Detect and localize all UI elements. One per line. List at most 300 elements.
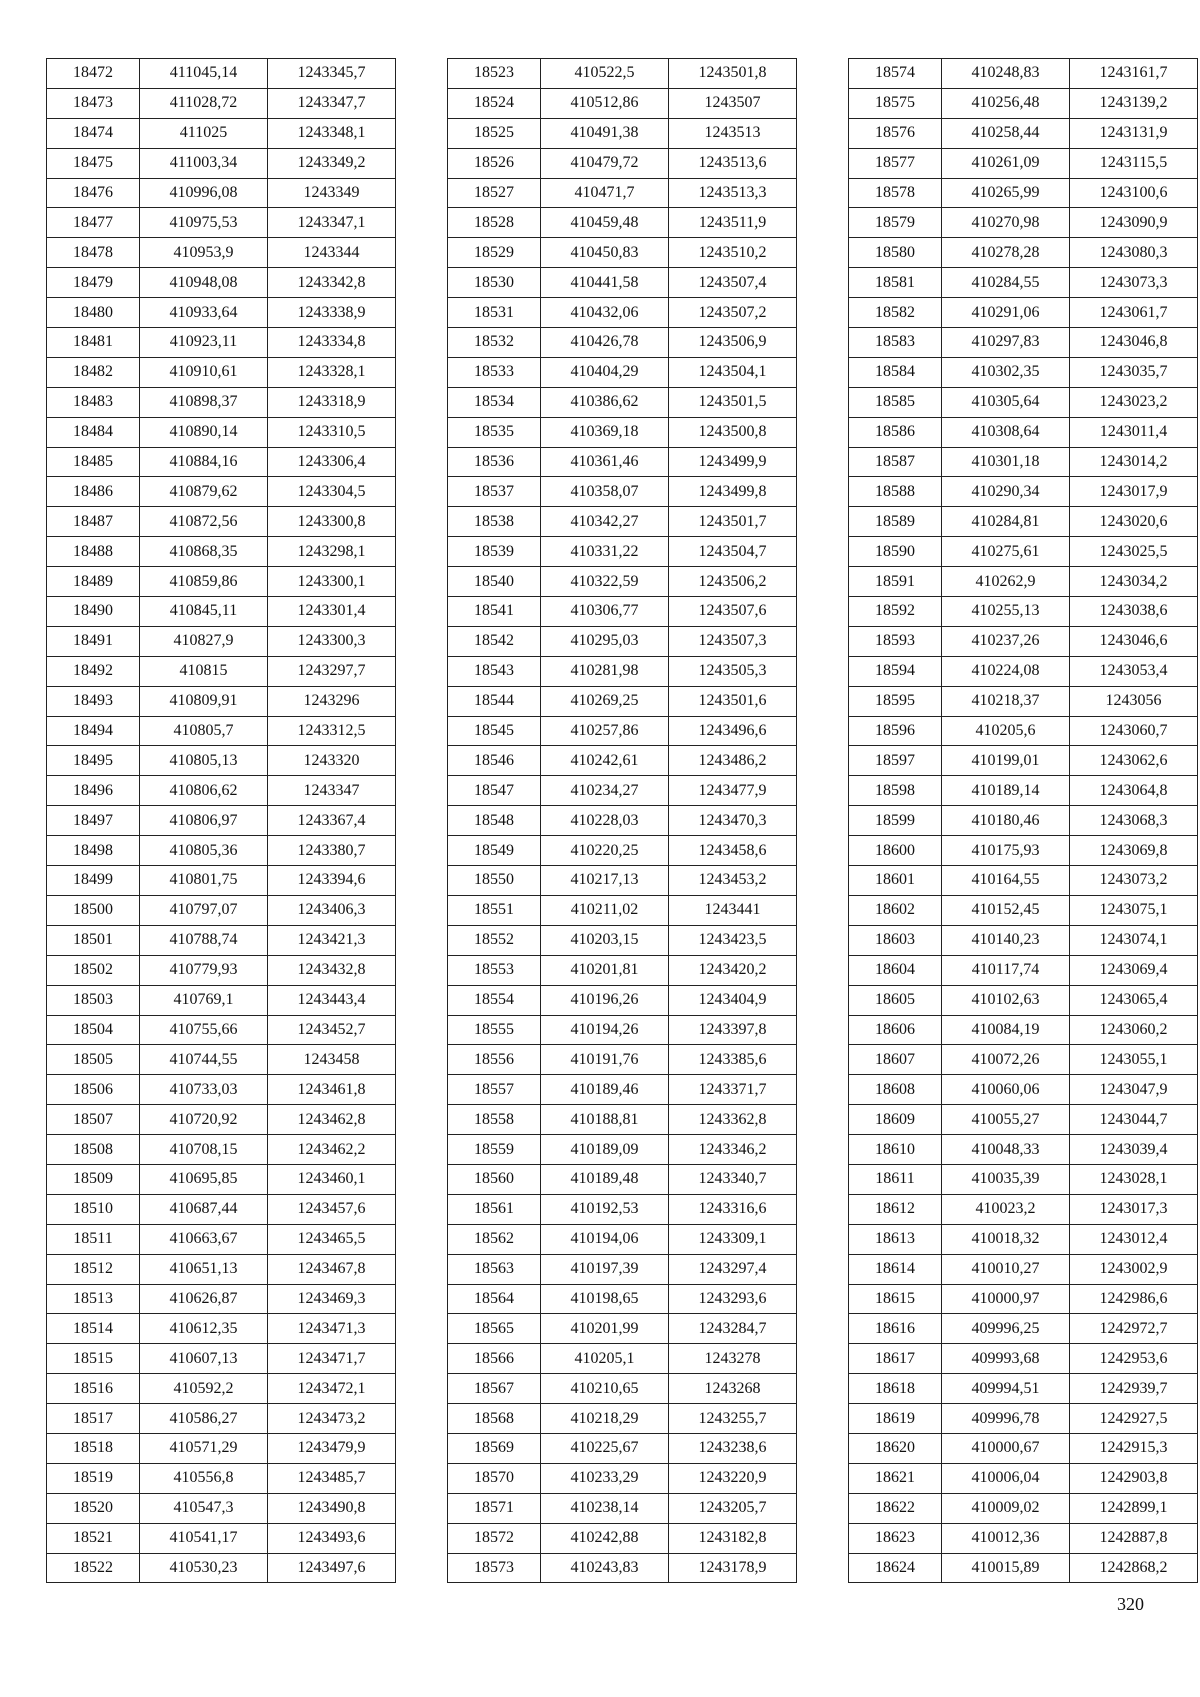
x-coordinate-cell: 410220,25 bbox=[541, 836, 669, 866]
y-coordinate-cell: 1243453,2 bbox=[669, 866, 797, 896]
point-number-cell: 18578 bbox=[849, 178, 942, 208]
point-number-cell: 18547 bbox=[448, 776, 541, 806]
y-coordinate-cell: 1243014,2 bbox=[1070, 447, 1198, 477]
table-row bbox=[448, 268, 797, 298]
table-row bbox=[849, 955, 1198, 985]
table-row bbox=[47, 357, 396, 387]
table-row bbox=[47, 1075, 396, 1105]
point-number-cell: 18495 bbox=[47, 746, 140, 776]
table-row bbox=[47, 88, 396, 118]
x-coordinate-cell: 410055,27 bbox=[942, 1105, 1070, 1135]
y-coordinate-cell: 1243100,6 bbox=[1070, 178, 1198, 208]
x-coordinate-cell: 409996,78 bbox=[942, 1404, 1070, 1434]
y-coordinate-cell: 1243309,1 bbox=[669, 1224, 797, 1254]
coordinates-table-1 bbox=[46, 58, 396, 1583]
x-coordinate-cell: 410953,9 bbox=[140, 238, 268, 268]
y-coordinate-cell: 1243513,3 bbox=[669, 178, 797, 208]
x-coordinate-cell: 410386,62 bbox=[541, 387, 669, 417]
y-coordinate-cell: 1243304,5 bbox=[268, 477, 396, 507]
y-coordinate-cell: 1243493,6 bbox=[268, 1523, 396, 1553]
table-row bbox=[47, 746, 396, 776]
table-row bbox=[849, 88, 1198, 118]
point-number-cell: 18542 bbox=[448, 626, 541, 656]
table-row bbox=[448, 537, 797, 567]
point-number-cell: 18623 bbox=[849, 1523, 942, 1553]
table-row bbox=[47, 507, 396, 537]
table-row bbox=[448, 1045, 797, 1075]
point-number-cell: 18553 bbox=[448, 955, 541, 985]
point-number-cell: 18583 bbox=[849, 328, 942, 358]
table-row bbox=[849, 1194, 1198, 1224]
table-row bbox=[47, 208, 396, 238]
point-number-cell: 18603 bbox=[849, 925, 942, 955]
point-number-cell: 18485 bbox=[47, 447, 140, 477]
page-number: 320 bbox=[1117, 1594, 1144, 1614]
y-coordinate-cell: 1243034,2 bbox=[1070, 567, 1198, 597]
y-coordinate-cell: 1243486,2 bbox=[669, 746, 797, 776]
table-row bbox=[448, 1523, 797, 1553]
x-coordinate-cell: 410302,35 bbox=[942, 357, 1070, 387]
x-coordinate-cell: 410140,23 bbox=[942, 925, 1070, 955]
y-coordinate-cell: 1243342,8 bbox=[268, 268, 396, 298]
point-number-cell: 18510 bbox=[47, 1194, 140, 1224]
y-coordinate-cell: 1243423,5 bbox=[669, 925, 797, 955]
y-coordinate-cell: 1243501,6 bbox=[669, 686, 797, 716]
x-coordinate-cell: 410788,74 bbox=[140, 925, 268, 955]
point-number-cell: 18563 bbox=[448, 1254, 541, 1284]
table-row bbox=[448, 1374, 797, 1404]
table-row bbox=[849, 746, 1198, 776]
point-number-cell: 18587 bbox=[849, 447, 942, 477]
point-number-cell: 18489 bbox=[47, 567, 140, 597]
y-coordinate-cell: 1243506,9 bbox=[669, 328, 797, 358]
table-row bbox=[47, 985, 396, 1015]
y-coordinate-cell: 1243205,7 bbox=[669, 1493, 797, 1523]
table-row bbox=[849, 1254, 1198, 1284]
y-coordinate-cell: 1243316,6 bbox=[669, 1194, 797, 1224]
y-coordinate-cell: 1243404,9 bbox=[669, 985, 797, 1015]
y-coordinate-cell: 1242899,1 bbox=[1070, 1493, 1198, 1523]
x-coordinate-cell: 410257,86 bbox=[541, 716, 669, 746]
x-coordinate-cell: 410205,6 bbox=[942, 716, 1070, 746]
x-coordinate-cell: 410000,97 bbox=[942, 1284, 1070, 1314]
table-row bbox=[47, 537, 396, 567]
x-coordinate-cell: 410237,26 bbox=[942, 626, 1070, 656]
point-number-cell: 18497 bbox=[47, 806, 140, 836]
y-coordinate-cell: 1243421,3 bbox=[268, 925, 396, 955]
point-number-cell: 18613 bbox=[849, 1224, 942, 1254]
y-coordinate-cell: 1243507,3 bbox=[669, 626, 797, 656]
x-coordinate-cell: 410687,44 bbox=[140, 1194, 268, 1224]
point-number-cell: 18520 bbox=[47, 1493, 140, 1523]
y-coordinate-cell: 1243278 bbox=[669, 1344, 797, 1374]
point-number-cell: 18484 bbox=[47, 417, 140, 447]
table-row bbox=[849, 1463, 1198, 1493]
x-coordinate-cell: 409994,51 bbox=[942, 1374, 1070, 1404]
table-row bbox=[849, 1404, 1198, 1434]
y-coordinate-cell: 1243310,5 bbox=[268, 417, 396, 447]
x-coordinate-cell: 410301,18 bbox=[942, 447, 1070, 477]
point-number-cell: 18601 bbox=[849, 866, 942, 896]
x-coordinate-cell: 410305,64 bbox=[942, 387, 1070, 417]
x-coordinate-cell: 410806,97 bbox=[140, 806, 268, 836]
y-coordinate-cell: 1243047,9 bbox=[1070, 1075, 1198, 1105]
point-number-cell: 18560 bbox=[448, 1164, 541, 1194]
y-coordinate-cell: 1243069,8 bbox=[1070, 836, 1198, 866]
x-coordinate-cell: 410255,13 bbox=[942, 597, 1070, 627]
point-number-cell: 18615 bbox=[849, 1284, 942, 1314]
table-row bbox=[47, 447, 396, 477]
x-coordinate-cell: 410265,99 bbox=[942, 178, 1070, 208]
point-number-cell: 18604 bbox=[849, 955, 942, 985]
y-coordinate-cell: 1243038,6 bbox=[1070, 597, 1198, 627]
y-coordinate-cell: 1243500,8 bbox=[669, 417, 797, 447]
point-number-cell: 18481 bbox=[47, 328, 140, 358]
x-coordinate-cell: 410806,62 bbox=[140, 776, 268, 806]
point-number-cell: 18509 bbox=[47, 1164, 140, 1194]
x-coordinate-cell: 410779,93 bbox=[140, 955, 268, 985]
y-coordinate-cell: 1242903,8 bbox=[1070, 1463, 1198, 1493]
x-coordinate-cell: 410256,48 bbox=[942, 88, 1070, 118]
y-coordinate-cell: 1243056 bbox=[1070, 686, 1198, 716]
x-coordinate-cell: 410996,08 bbox=[140, 178, 268, 208]
y-coordinate-cell: 1243458,6 bbox=[669, 836, 797, 866]
y-coordinate-cell: 1243501,8 bbox=[669, 59, 797, 89]
y-coordinate-cell: 1243485,7 bbox=[268, 1463, 396, 1493]
x-coordinate-cell: 411028,72 bbox=[140, 88, 268, 118]
y-coordinate-cell: 1243297,4 bbox=[669, 1254, 797, 1284]
x-coordinate-cell: 410238,14 bbox=[541, 1493, 669, 1523]
x-coordinate-cell: 411003,34 bbox=[140, 148, 268, 178]
point-number-cell: 18535 bbox=[448, 417, 541, 447]
table-row bbox=[448, 178, 797, 208]
table-row bbox=[448, 656, 797, 686]
y-coordinate-cell: 1243479,9 bbox=[268, 1433, 396, 1463]
table-row bbox=[448, 1463, 797, 1493]
point-number-cell: 18592 bbox=[849, 597, 942, 627]
table-row bbox=[849, 626, 1198, 656]
y-coordinate-cell: 1243499,8 bbox=[669, 477, 797, 507]
table-row bbox=[47, 268, 396, 298]
x-coordinate-cell: 410261,09 bbox=[942, 148, 1070, 178]
table-row bbox=[47, 567, 396, 597]
y-coordinate-cell: 1243115,5 bbox=[1070, 148, 1198, 178]
y-coordinate-cell: 1243044,7 bbox=[1070, 1105, 1198, 1135]
point-number-cell: 18572 bbox=[448, 1523, 541, 1553]
table-row bbox=[849, 357, 1198, 387]
table-row bbox=[47, 1015, 396, 1045]
point-number-cell: 18577 bbox=[849, 148, 942, 178]
y-coordinate-cell: 1243457,6 bbox=[268, 1194, 396, 1224]
y-coordinate-cell: 1242927,5 bbox=[1070, 1404, 1198, 1434]
x-coordinate-cell: 410295,03 bbox=[541, 626, 669, 656]
y-coordinate-cell: 1243053,4 bbox=[1070, 656, 1198, 686]
y-coordinate-cell: 1243055,1 bbox=[1070, 1045, 1198, 1075]
y-coordinate-cell: 1243178,9 bbox=[669, 1553, 797, 1583]
point-number-cell: 18503 bbox=[47, 985, 140, 1015]
table-row bbox=[849, 1553, 1198, 1583]
x-coordinate-cell: 410188,81 bbox=[541, 1105, 669, 1135]
x-coordinate-cell: 410189,46 bbox=[541, 1075, 669, 1105]
y-coordinate-cell: 1243046,8 bbox=[1070, 328, 1198, 358]
table-row bbox=[47, 1254, 396, 1284]
y-coordinate-cell: 1243397,8 bbox=[669, 1015, 797, 1045]
point-number-cell: 18561 bbox=[448, 1194, 541, 1224]
point-number-cell: 18532 bbox=[448, 328, 541, 358]
y-coordinate-cell: 1243362,8 bbox=[669, 1105, 797, 1135]
x-coordinate-cell: 410845,11 bbox=[140, 597, 268, 627]
table-row bbox=[47, 955, 396, 985]
x-coordinate-cell: 410626,87 bbox=[140, 1284, 268, 1314]
table-row bbox=[47, 626, 396, 656]
point-number-cell: 18514 bbox=[47, 1314, 140, 1344]
x-coordinate-cell: 410733,03 bbox=[140, 1075, 268, 1105]
table-row bbox=[849, 925, 1198, 955]
x-coordinate-cell: 410308,64 bbox=[942, 417, 1070, 447]
y-coordinate-cell: 1243490,8 bbox=[268, 1493, 396, 1523]
x-coordinate-cell: 410009,02 bbox=[942, 1493, 1070, 1523]
x-coordinate-cell: 410884,16 bbox=[140, 447, 268, 477]
table-row bbox=[849, 477, 1198, 507]
x-coordinate-cell: 410755,66 bbox=[140, 1015, 268, 1045]
y-coordinate-cell: 1243477,9 bbox=[669, 776, 797, 806]
table-row bbox=[448, 925, 797, 955]
y-coordinate-cell: 1243060,7 bbox=[1070, 716, 1198, 746]
point-number-cell: 18537 bbox=[448, 477, 541, 507]
point-number-cell: 18499 bbox=[47, 866, 140, 896]
table-row bbox=[47, 925, 396, 955]
point-number-cell: 18624 bbox=[849, 1553, 942, 1583]
point-number-cell: 18527 bbox=[448, 178, 541, 208]
point-number-cell: 18602 bbox=[849, 895, 942, 925]
x-coordinate-cell: 410720,92 bbox=[140, 1105, 268, 1135]
point-number-cell: 18595 bbox=[849, 686, 942, 716]
y-coordinate-cell: 1243064,8 bbox=[1070, 776, 1198, 806]
table-row bbox=[849, 716, 1198, 746]
table-row bbox=[47, 1314, 396, 1344]
table-row bbox=[849, 298, 1198, 328]
point-number-cell: 18486 bbox=[47, 477, 140, 507]
y-coordinate-cell: 1243002,9 bbox=[1070, 1254, 1198, 1284]
y-coordinate-cell: 1242887,8 bbox=[1070, 1523, 1198, 1553]
point-number-cell: 18594 bbox=[849, 656, 942, 686]
table-row bbox=[849, 985, 1198, 1015]
table-row bbox=[448, 1075, 797, 1105]
point-number-cell: 18544 bbox=[448, 686, 541, 716]
y-coordinate-cell: 1243460,1 bbox=[268, 1164, 396, 1194]
x-coordinate-cell: 410426,78 bbox=[541, 328, 669, 358]
y-coordinate-cell: 1243471,3 bbox=[268, 1314, 396, 1344]
x-coordinate-cell: 410194,26 bbox=[541, 1015, 669, 1045]
point-number-cell: 18492 bbox=[47, 656, 140, 686]
y-coordinate-cell: 1243268 bbox=[669, 1374, 797, 1404]
table-row bbox=[849, 1224, 1198, 1254]
x-coordinate-cell: 410358,07 bbox=[541, 477, 669, 507]
table-row bbox=[47, 298, 396, 328]
y-coordinate-cell: 1243139,2 bbox=[1070, 88, 1198, 118]
y-coordinate-cell: 1243473,2 bbox=[268, 1404, 396, 1434]
x-coordinate-cell: 410072,26 bbox=[942, 1045, 1070, 1075]
y-coordinate-cell: 1243513 bbox=[669, 118, 797, 148]
table-row bbox=[448, 298, 797, 328]
point-number-cell: 18545 bbox=[448, 716, 541, 746]
x-coordinate-cell: 410547,3 bbox=[140, 1493, 268, 1523]
y-coordinate-cell: 1243504,1 bbox=[669, 357, 797, 387]
point-number-cell: 18580 bbox=[849, 238, 942, 268]
point-number-cell: 18611 bbox=[849, 1164, 942, 1194]
x-coordinate-cell: 410180,46 bbox=[942, 806, 1070, 836]
y-coordinate-cell: 1243061,7 bbox=[1070, 298, 1198, 328]
y-coordinate-cell: 1243345,7 bbox=[268, 59, 396, 89]
point-number-cell: 18590 bbox=[849, 537, 942, 567]
y-coordinate-cell: 1243510,2 bbox=[669, 238, 797, 268]
y-coordinate-cell: 1243065,4 bbox=[1070, 985, 1198, 1015]
table-row bbox=[47, 1105, 396, 1135]
point-number-cell: 18554 bbox=[448, 985, 541, 1015]
table-row bbox=[448, 1224, 797, 1254]
table-row bbox=[849, 178, 1198, 208]
point-number-cell: 18507 bbox=[47, 1105, 140, 1135]
point-number-cell: 18589 bbox=[849, 507, 942, 537]
x-coordinate-cell: 410117,74 bbox=[942, 955, 1070, 985]
table-row bbox=[448, 1015, 797, 1045]
table-row bbox=[448, 1254, 797, 1284]
point-number-cell: 18586 bbox=[849, 417, 942, 447]
x-coordinate-cell: 410198,65 bbox=[541, 1284, 669, 1314]
y-coordinate-cell: 1243284,7 bbox=[669, 1314, 797, 1344]
x-coordinate-cell: 410291,06 bbox=[942, 298, 1070, 328]
point-number-cell: 18582 bbox=[849, 298, 942, 328]
table-row bbox=[47, 597, 396, 627]
x-coordinate-cell: 410369,18 bbox=[541, 417, 669, 447]
table-row bbox=[849, 597, 1198, 627]
y-coordinate-cell: 1243039,4 bbox=[1070, 1135, 1198, 1165]
y-coordinate-cell: 1243501,5 bbox=[669, 387, 797, 417]
table-row bbox=[47, 1344, 396, 1374]
table-row bbox=[47, 836, 396, 866]
y-coordinate-cell: 1243301,4 bbox=[268, 597, 396, 627]
table-row bbox=[849, 1135, 1198, 1165]
point-number-cell: 18556 bbox=[448, 1045, 541, 1075]
table-row bbox=[849, 656, 1198, 686]
y-coordinate-cell: 1243469,3 bbox=[268, 1284, 396, 1314]
point-number-cell: 18474 bbox=[47, 118, 140, 148]
point-number-cell: 18513 bbox=[47, 1284, 140, 1314]
table-row bbox=[47, 417, 396, 447]
x-coordinate-cell: 410744,55 bbox=[140, 1045, 268, 1075]
table-row bbox=[448, 1404, 797, 1434]
y-coordinate-cell: 1243507 bbox=[669, 88, 797, 118]
y-coordinate-cell: 1243297,7 bbox=[268, 656, 396, 686]
x-coordinate-cell: 410201,81 bbox=[541, 955, 669, 985]
point-number-cell: 18523 bbox=[448, 59, 541, 89]
point-number-cell: 18593 bbox=[849, 626, 942, 656]
table-row bbox=[849, 59, 1198, 89]
point-number-cell: 18534 bbox=[448, 387, 541, 417]
point-number-cell: 18546 bbox=[448, 746, 541, 776]
point-number-cell: 18540 bbox=[448, 567, 541, 597]
table-row bbox=[47, 118, 396, 148]
y-coordinate-cell: 1243238,6 bbox=[669, 1433, 797, 1463]
point-number-cell: 18571 bbox=[448, 1493, 541, 1523]
table-row bbox=[448, 417, 797, 447]
y-coordinate-cell: 1243161,7 bbox=[1070, 59, 1198, 89]
y-coordinate-cell: 1243406,3 bbox=[268, 895, 396, 925]
y-coordinate-cell: 1243080,3 bbox=[1070, 238, 1198, 268]
x-coordinate-cell: 410084,19 bbox=[942, 1015, 1070, 1045]
table-row bbox=[448, 985, 797, 1015]
y-coordinate-cell: 1243371,7 bbox=[669, 1075, 797, 1105]
coordinates-table-3 bbox=[848, 58, 1198, 1583]
x-coordinate-cell: 410278,28 bbox=[942, 238, 1070, 268]
point-number-cell: 18525 bbox=[448, 118, 541, 148]
x-coordinate-cell: 410441,58 bbox=[541, 268, 669, 298]
x-coordinate-cell: 410879,62 bbox=[140, 477, 268, 507]
table-row bbox=[448, 1344, 797, 1374]
point-number-cell: 18568 bbox=[448, 1404, 541, 1434]
x-coordinate-cell: 410805,7 bbox=[140, 716, 268, 746]
table-row bbox=[448, 776, 797, 806]
y-coordinate-cell: 1243511,9 bbox=[669, 208, 797, 238]
x-coordinate-cell: 410404,29 bbox=[541, 357, 669, 387]
table-row bbox=[448, 686, 797, 716]
point-number-cell: 18551 bbox=[448, 895, 541, 925]
x-coordinate-cell: 410361,46 bbox=[541, 447, 669, 477]
table-row bbox=[448, 1493, 797, 1523]
y-coordinate-cell: 1243023,2 bbox=[1070, 387, 1198, 417]
x-coordinate-cell: 410306,77 bbox=[541, 597, 669, 627]
y-coordinate-cell: 1243513,6 bbox=[669, 148, 797, 178]
x-coordinate-cell: 410815 bbox=[140, 656, 268, 686]
x-coordinate-cell: 410218,29 bbox=[541, 1404, 669, 1434]
y-coordinate-cell: 1243349 bbox=[268, 178, 396, 208]
y-coordinate-cell: 1243443,4 bbox=[268, 985, 396, 1015]
table-row bbox=[448, 477, 797, 507]
point-number-cell: 18518 bbox=[47, 1433, 140, 1463]
x-coordinate-cell: 410556,8 bbox=[140, 1463, 268, 1493]
table-row bbox=[47, 806, 396, 836]
y-coordinate-cell: 1243471,7 bbox=[268, 1344, 396, 1374]
point-number-cell: 18619 bbox=[849, 1404, 942, 1434]
table-row bbox=[849, 537, 1198, 567]
x-coordinate-cell: 410797,07 bbox=[140, 895, 268, 925]
x-coordinate-cell: 410242,88 bbox=[541, 1523, 669, 1553]
x-coordinate-cell: 410284,55 bbox=[942, 268, 1070, 298]
table-row bbox=[849, 507, 1198, 537]
x-coordinate-cell: 410612,35 bbox=[140, 1314, 268, 1344]
point-number-cell: 18575 bbox=[849, 88, 942, 118]
x-coordinate-cell: 410479,72 bbox=[541, 148, 669, 178]
table-row bbox=[448, 328, 797, 358]
x-coordinate-cell: 410607,13 bbox=[140, 1344, 268, 1374]
table-row bbox=[849, 387, 1198, 417]
table-row bbox=[849, 118, 1198, 148]
y-coordinate-cell: 1243467,8 bbox=[268, 1254, 396, 1284]
y-coordinate-cell: 1243367,4 bbox=[268, 806, 396, 836]
point-number-cell: 18558 bbox=[448, 1105, 541, 1135]
table-row bbox=[448, 148, 797, 178]
table-row bbox=[47, 477, 396, 507]
x-coordinate-cell: 410060,06 bbox=[942, 1075, 1070, 1105]
point-number-cell: 18511 bbox=[47, 1224, 140, 1254]
y-coordinate-cell: 1243062,6 bbox=[1070, 746, 1198, 776]
table-row bbox=[849, 1374, 1198, 1404]
point-number-cell: 18621 bbox=[849, 1463, 942, 1493]
table-row bbox=[448, 238, 797, 268]
y-coordinate-cell: 1243068,3 bbox=[1070, 806, 1198, 836]
point-number-cell: 18600 bbox=[849, 836, 942, 866]
point-number-cell: 18533 bbox=[448, 357, 541, 387]
